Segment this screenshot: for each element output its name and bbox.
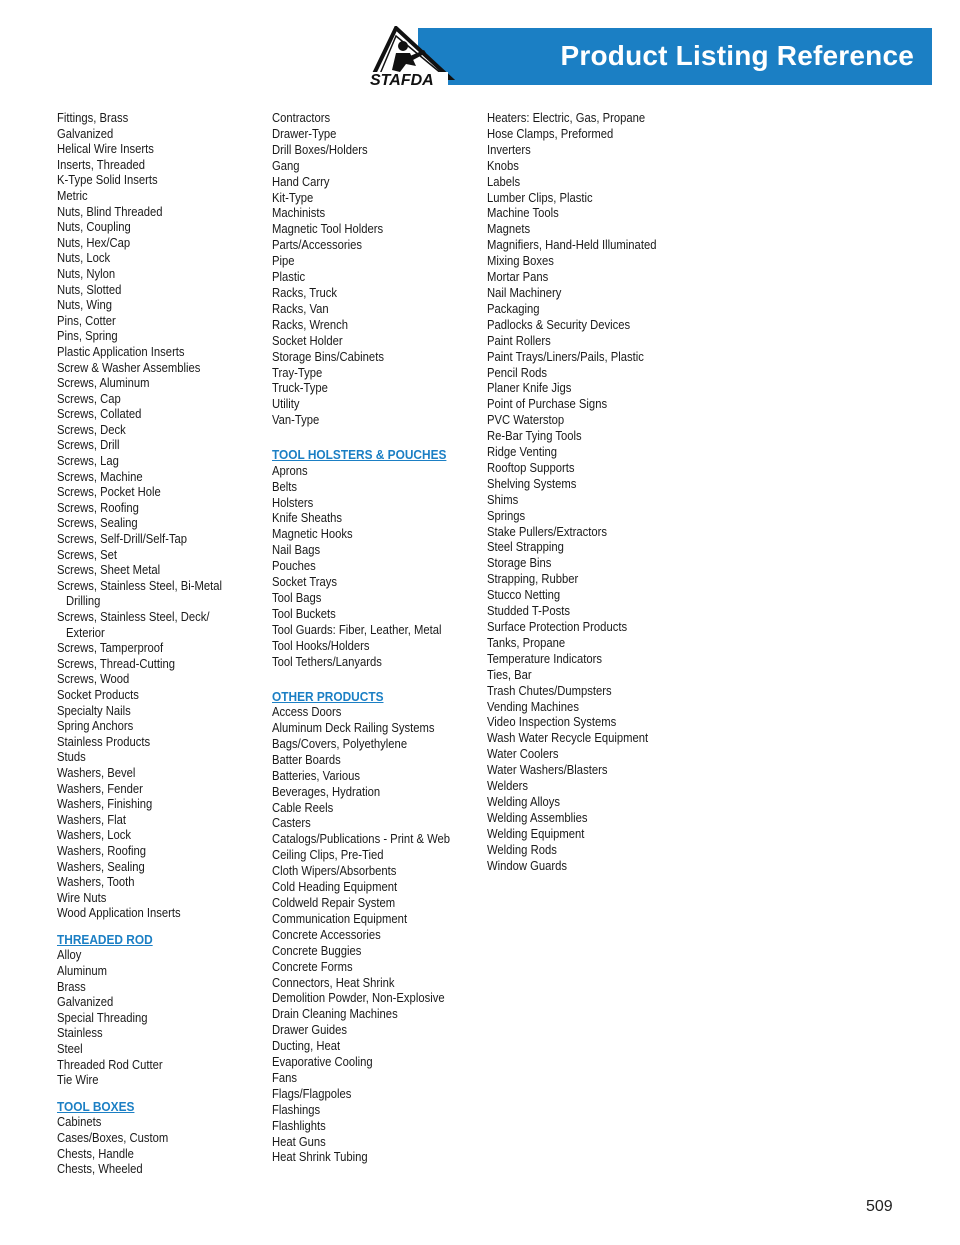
- list-item: Temperature Indicators: [487, 651, 603, 666]
- list-item: Welding Assemblies: [487, 810, 588, 825]
- list-item: Gang: [272, 158, 300, 173]
- list-item: Inserts, Threaded: [57, 157, 145, 172]
- threaded-rod-section: [57, 933, 257, 1089]
- list-item: Racks, Wrench: [272, 317, 349, 332]
- list-item: Vending Machines: [487, 699, 579, 714]
- tool-holsters-section: [272, 448, 477, 670]
- list-item: Belts: [272, 479, 298, 494]
- list-item: Screws, Cap: [57, 391, 121, 406]
- list-item: Washers, Flat: [57, 812, 126, 827]
- list-item: Nuts, Lock: [57, 251, 111, 266]
- list-item: Demolition Powder, Non-Explosive: [272, 991, 445, 1006]
- list-item: Holsters: [272, 495, 314, 510]
- list-item: Kit-Type: [272, 190, 314, 205]
- list-item: Catalogs/Publications - Print & Web: [272, 832, 451, 847]
- list-item: Screws, Thread-Cutting: [57, 656, 175, 671]
- list-item: Stake Pullers/Extractors: [487, 524, 608, 539]
- list-item: Cases/Boxes, Custom: [57, 1131, 169, 1145]
- list-item: Screws, Stainless Steel, Deck/: [57, 610, 210, 624]
- list-item: Water Coolers: [487, 747, 559, 762]
- list-item: Studs: [57, 750, 86, 765]
- list-item: Screws, Wood: [57, 672, 130, 687]
- list-item: Casters: [272, 816, 311, 831]
- list-item: Truck-Type: [272, 381, 328, 396]
- list-item: Wash Water Recycle Equipment: [487, 731, 649, 746]
- list-item: Flashings: [272, 1102, 321, 1117]
- list-item: Surface Protection Products: [487, 620, 628, 634]
- list-item: Stainless: [57, 1026, 103, 1041]
- list-item: Fans: [272, 1070, 298, 1085]
- column-2: [272, 111, 477, 1166]
- list-item: Stainless Products: [57, 734, 151, 749]
- list-item: Welders: [487, 779, 529, 794]
- list-item: Pouches: [272, 559, 316, 574]
- list-item: Beverages, Hydration: [272, 784, 381, 799]
- list-item: Steel Strapping: [487, 540, 564, 555]
- list-item: Threaded Rod Cutter: [57, 1057, 163, 1072]
- list-item: Parts/Accessories: [272, 238, 363, 253]
- list-item: K-Type Solid Inserts: [57, 173, 158, 188]
- other-products-continued-list: [487, 111, 717, 875]
- list-item: Special Threading: [57, 1010, 148, 1025]
- column-3: [487, 111, 717, 875]
- list-item: Tie Wire: [57, 1073, 99, 1088]
- list-item: Drain Cleaning Machines: [272, 1007, 398, 1022]
- list-item: Pins, Spring: [57, 329, 118, 344]
- list-item: Nuts, Nylon: [57, 266, 116, 281]
- tool-holsters-list: [272, 464, 477, 671]
- list-item: Screws, Sealing: [57, 516, 138, 531]
- list-item: Socket Holder: [272, 333, 343, 348]
- list-item: Aluminum: [57, 964, 108, 979]
- list-item: Heat Shrink Tubing: [272, 1150, 368, 1165]
- list-item: Springs: [487, 508, 526, 523]
- list-item: Tool Bags: [272, 590, 322, 605]
- tool-boxes-heading[interactable]: TOOL BOXES: [57, 1099, 135, 1114]
- list-item: Pins, Cotter: [57, 313, 116, 328]
- list-item: Exterior: [66, 625, 105, 640]
- list-item: Tool Tethers/Lanyards: [272, 654, 382, 669]
- list-item: Alloy: [57, 948, 82, 963]
- list-item: Planer Knife Jigs: [487, 381, 572, 396]
- header-banner: [418, 28, 932, 85]
- list-item: Storage Bins/Cabinets: [272, 349, 384, 364]
- list-item: Access Doors: [272, 705, 342, 720]
- list-item: Knife Sheaths: [272, 511, 343, 526]
- tool-boxes-continued-list: [272, 111, 477, 429]
- list-item: Washers, Sealing: [57, 859, 145, 874]
- list-item: Connectors, Heat Shrink: [272, 975, 395, 990]
- list-item: Metric: [57, 188, 88, 203]
- list-item: Paint Rollers: [487, 333, 551, 348]
- list-item: Water Washers/Blasters: [487, 763, 608, 778]
- list-item: Trash Chutes/Dumpsters: [487, 683, 612, 698]
- list-item: Washers, Tooth: [57, 875, 135, 890]
- list-item: Heaters: Electric, Gas, Propane: [487, 111, 646, 125]
- list-item: Storage Bins: [487, 556, 552, 571]
- list-item: Cable Reels: [272, 800, 334, 815]
- list-item: Nuts, Blind Threaded: [57, 204, 163, 219]
- list-item: Pencil Rods: [487, 365, 548, 380]
- list-item: Screws, Aluminum: [57, 376, 150, 391]
- list-item: Ceiling Clips, Pre-Tied: [272, 848, 384, 863]
- list-item: Evaporative Cooling: [272, 1055, 373, 1070]
- list-item: Concrete Forms: [272, 959, 353, 974]
- stafda-logo: [366, 26, 458, 88]
- list-item: Washers, Lock: [57, 828, 131, 843]
- list-item: Ties, Bar: [487, 667, 532, 682]
- list-item: Plastic Application Inserts: [57, 344, 185, 359]
- list-item: Screws, Drill: [57, 438, 120, 453]
- list-item: Drill Boxes/Holders: [272, 142, 368, 157]
- list-item: Ridge Venting: [487, 445, 558, 460]
- list-item: Steel: [57, 1042, 83, 1057]
- list-item: Screw & Washer Assemblies: [57, 360, 201, 375]
- list-item: Nuts, Wing: [57, 298, 113, 313]
- list-item: Rooftop Supports: [487, 460, 575, 475]
- list-item: Racks, Van: [272, 301, 329, 316]
- other-products-heading[interactable]: OTHER PRODUCTS: [272, 689, 384, 704]
- list-item: Lumber Clips, Plastic: [487, 190, 593, 205]
- fasteners-list: [57, 111, 257, 922]
- list-item: Drilling: [66, 594, 101, 609]
- list-item: Nuts, Coupling: [57, 220, 131, 235]
- list-item: Galvanized: [57, 126, 114, 141]
- threaded-rod-list: [57, 948, 257, 1088]
- list-item: Packaging: [487, 301, 540, 316]
- list-item: Heat Guns: [272, 1134, 326, 1149]
- list-item: Screws, Machine: [57, 469, 143, 484]
- list-item: Inverters: [487, 142, 531, 157]
- list-item: Paint Trays/Liners/Pails, Plastic: [487, 349, 644, 364]
- list-item: Spring Anchors: [57, 719, 134, 734]
- page-number: 509: [866, 1198, 893, 1215]
- list-item: Socket Trays: [272, 575, 338, 590]
- list-item: Aprons: [272, 463, 308, 478]
- list-item: Welding Rods: [487, 842, 557, 857]
- list-item: Tool Guards: Fiber, Leather, Metal: [272, 622, 442, 637]
- list-item: Screws, Pocket Hole: [57, 485, 161, 500]
- list-item: Magnetic Hooks: [272, 527, 353, 542]
- list-item: Screws, Collated: [57, 407, 142, 422]
- list-item: Chests, Wheeled: [57, 1162, 143, 1177]
- list-item: Coldweld Repair System: [272, 895, 396, 910]
- other-products-list: [272, 705, 477, 1166]
- list-item: Washers, Bevel: [57, 765, 136, 780]
- list-item: Studded T-Posts: [487, 604, 570, 619]
- logo-text: STAFDA: [370, 72, 434, 88]
- list-item: Ducting, Heat: [272, 1039, 341, 1054]
- list-item: Strapping, Rubber: [487, 572, 579, 587]
- list-item: Wood Application Inserts: [57, 906, 181, 921]
- list-item: Brass: [57, 979, 86, 994]
- list-item: Van-Type: [272, 413, 320, 428]
- list-item: Screws, Self-Drill/Self-Tap: [57, 532, 188, 547]
- list-item: Mixing Boxes: [487, 254, 554, 269]
- tool-holsters-heading[interactable]: TOOL HOLSTERS & POUCHES: [272, 448, 447, 463]
- list-item: PVC Waterstop: [487, 413, 565, 428]
- list-item: Communication Equipment: [272, 911, 408, 926]
- list-item: Knobs: [487, 158, 519, 173]
- list-item: Magnetic Tool Holders: [272, 222, 384, 237]
- list-item: Flags/Flagpoles: [272, 1086, 352, 1101]
- list-item: Washers, Finishing: [57, 797, 153, 812]
- list-item: Batteries, Various: [272, 768, 360, 783]
- list-item: Racks, Truck: [272, 285, 338, 300]
- list-item: Nail Bags: [272, 543, 321, 558]
- tool-boxes-section: [57, 1100, 257, 1178]
- list-item: Concrete Accessories: [272, 927, 381, 942]
- list-item: Welding Alloys: [487, 794, 560, 809]
- list-item: Helical Wire Inserts: [57, 142, 154, 157]
- list-item: Cloth Wipers/Absorbents: [272, 864, 397, 879]
- list-item: Plastic: [272, 270, 306, 285]
- list-item: Fittings, Brass: [57, 111, 129, 125]
- list-item: Washers, Roofing: [57, 843, 147, 858]
- list-item: Window Guards: [487, 858, 568, 873]
- list-item: Stucco Netting: [487, 588, 561, 603]
- list-item: Screws, Lag: [57, 454, 119, 469]
- list-item: Welding Equipment: [487, 826, 585, 841]
- list-item: Drawer-Type: [272, 126, 337, 141]
- list-item: Shims: [487, 492, 519, 507]
- list-item: Tool Buckets: [272, 606, 336, 621]
- list-item: Utility: [272, 397, 300, 412]
- list-item: Hose Clamps, Preformed: [487, 126, 614, 141]
- list-item: Video Inspection Systems: [487, 715, 617, 730]
- list-item: Re-Bar Tying Tools: [487, 429, 582, 444]
- list-item: Pipe: [272, 254, 295, 269]
- list-item: Shelving Systems: [487, 476, 577, 491]
- list-item: Padlocks & Security Devices: [487, 317, 631, 332]
- list-item: Aluminum Deck Railing Systems: [272, 721, 435, 735]
- list-item: Screws, Tamperproof: [57, 641, 164, 656]
- list-item: Screws, Roofing: [57, 500, 139, 515]
- list-item: Nuts, Slotted: [57, 282, 122, 297]
- list-item: Bags/Covers, Polyethylene: [272, 736, 408, 751]
- list-item: Cold Heading Equipment: [272, 880, 398, 895]
- list-item: Magnifiers, Hand-Held Illuminated: [487, 238, 657, 253]
- list-item: Chests, Handle: [57, 1146, 134, 1161]
- list-item: Nuts, Hex/Cap: [57, 235, 131, 250]
- list-item: Galvanized: [57, 995, 114, 1010]
- list-item: Tray-Type: [272, 365, 323, 380]
- other-products-section: [272, 690, 477, 1167]
- list-item: Contractors: [272, 111, 331, 125]
- list-item: Flashlights: [272, 1118, 326, 1133]
- list-item: Concrete Buggies: [272, 943, 362, 958]
- column-1: [57, 111, 257, 1178]
- list-item: Mortar Pans: [487, 270, 549, 285]
- list-item: Screws, Deck: [57, 422, 126, 437]
- threaded-rod-heading[interactable]: THREADED ROD: [57, 932, 153, 947]
- list-item: Screws, Stainless Steel, Bi-Metal: [57, 578, 223, 593]
- list-item: Magnets: [487, 222, 531, 237]
- list-item: Cabinets: [57, 1115, 102, 1130]
- list-item: Machine Tools: [487, 206, 559, 221]
- list-item: Drawer Guides: [272, 1023, 348, 1038]
- list-item: Labels: [487, 174, 521, 189]
- list-item: Tanks, Propane: [487, 635, 566, 650]
- list-item: Socket Products: [57, 687, 139, 702]
- list-item: Hand Carry: [272, 174, 330, 189]
- list-item: Nail Machinery: [487, 285, 562, 300]
- list-item: Washers, Fender: [57, 781, 143, 796]
- list-item: Screws, Sheet Metal: [57, 563, 161, 578]
- tool-boxes-list: [57, 1115, 257, 1177]
- page-title: Product Listing Reference: [560, 40, 914, 71]
- list-item: Point of Purchase Signs: [487, 397, 608, 412]
- list-item: Tool Hooks/Holders: [272, 638, 370, 653]
- list-item: Machinists: [272, 206, 326, 221]
- list-item: Batter Boards: [272, 752, 341, 767]
- list-item: Specialty Nails: [57, 703, 131, 718]
- list-item: Wire Nuts: [57, 890, 107, 905]
- list-item: Screws, Set: [57, 547, 118, 562]
